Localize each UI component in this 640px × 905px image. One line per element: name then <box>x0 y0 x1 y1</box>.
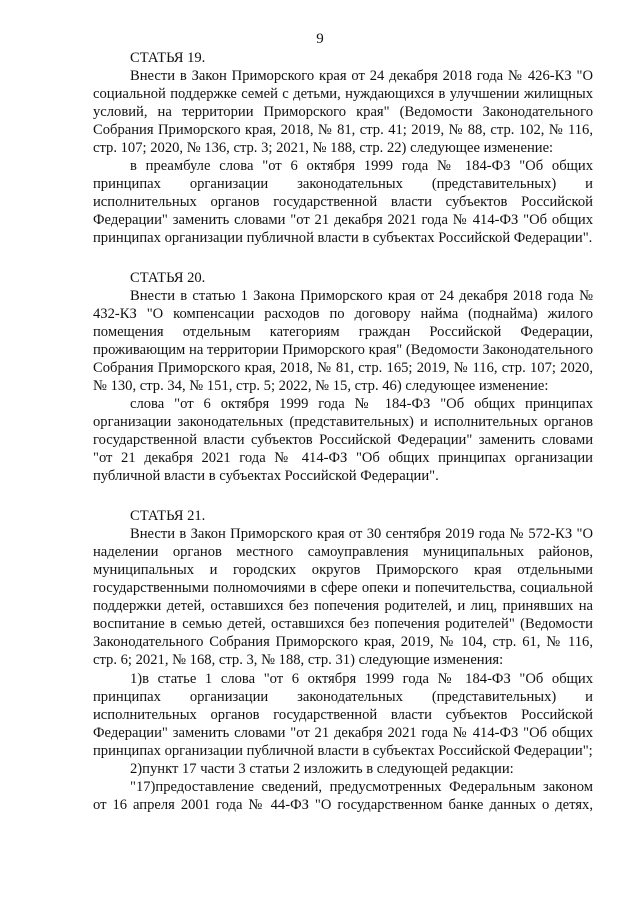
section-spacer <box>93 485 593 507</box>
article-paragraph: 2)пункт 17 части 3 статьи 2 изложить в следующей редакции: <box>130 760 514 777</box>
article-paragraph: Внести в Закон Приморского края от 24 декабря 2018 года № 426-КЗ "О социальной поддержке семей с детьми, нуждающихся в улучшении жилищных условий, на территории Приморского края" (Ведомости Законодательного Собрания Приморского края, 2018, № 81, стр. 41; 2019, № 88, стр. 102, № 116, стр. 107; 2020, № 136, стр. 3; 2021, № 188, стр. 22) следующее изменение: <box>93 68 593 157</box>
article-20 <box>93 269 593 486</box>
document-body <box>93 49 593 814</box>
article-paragraph: Внести в статью 1 Закона Приморского края от 24 декабря 2018 года № 432-КЗ "О компенсации расходов по договору найма (поднайма) жилого помещения отдельным категориям граждан Российской Федерации, проживающим на территории Приморского края" (Ведомости Законодательного Собрания Приморского края, 2018, № 81, стр. 165; 2019, № 116, стр. 107; 2020, № 130, стр. 34, № 151, стр. 5; 2022, № 15, стр. 46) следующее изменение: <box>93 287 593 394</box>
article-21 <box>93 507 593 814</box>
article-19 <box>93 49 593 248</box>
article-paragraph: в преамбуле слова "от 6 октября 1999 года № 184-ФЗ "Об общих принципах организации законодательных (представительных) и исполнительных органов государственной власти субъектов Российской Федерации" заменить словами "от 21 декабря 2021 года № 414-ФЗ "Об общих принципах организации публичной власти в субъектах Российской Федерации". <box>93 158 593 247</box>
section-spacer <box>93 248 593 269</box>
article-paragraph: 1)в статье 1 слова "от 6 октября 1999 года № 184-ФЗ "Об общих принципах организации законодательных (представительных) и исполнительных органов государственной власти субъектов Российской Федерации" заменить словами "от 21 декабря 2021 года № 414-ФЗ "Об общих принципах организации публичной власти в субъектах Российской Федерации"; <box>93 670 593 759</box>
article-heading: СТАТЬЯ 19. <box>130 50 206 66</box>
article-paragraph: слова "от 6 октября 1999 года № 184-ФЗ "Об общих принципах организации законодательных (представительных) и исполнительных органов государственной власти субъектов Российской Федерации" заменить словами "от 21 декабря 2021 года № 414-ФЗ "Об общих принципах организации публичной власти в субъектах Российской Федерации". <box>93 395 593 485</box>
article-heading: СТАТЬЯ 20. <box>130 269 206 286</box>
article-paragraph: "17)предоставление сведений, предусмотренных Федеральным законом от 16 апреля 2001 года № 44-ФЗ "О государственном банке данных о детях, <box>93 778 593 813</box>
page-number: 9 <box>316 31 324 47</box>
article-heading: СТАТЬЯ 21. <box>130 508 206 525</box>
article-paragraph: Внести в Закон Приморского края от 30 сентября 2019 года № 572-КЗ "О наделении органов местного самоуправления муниципальных районов, муниципальных и городских округов Приморского края отдельными государственными полномочиями в сфере опеки и попечительства, социальной поддержки детей, оставшихся без попечения родителей, и лиц, принявших на воспитание в семью детей, оставшихся без попечения родителей" (Ведомости Законодательного Собрания Приморского края, 2019, № 104, стр. 61, № 116, стр. 6; 2021, № 168, стр. 3, № 188, стр. 31) следующие изменения: <box>93 526 593 669</box>
